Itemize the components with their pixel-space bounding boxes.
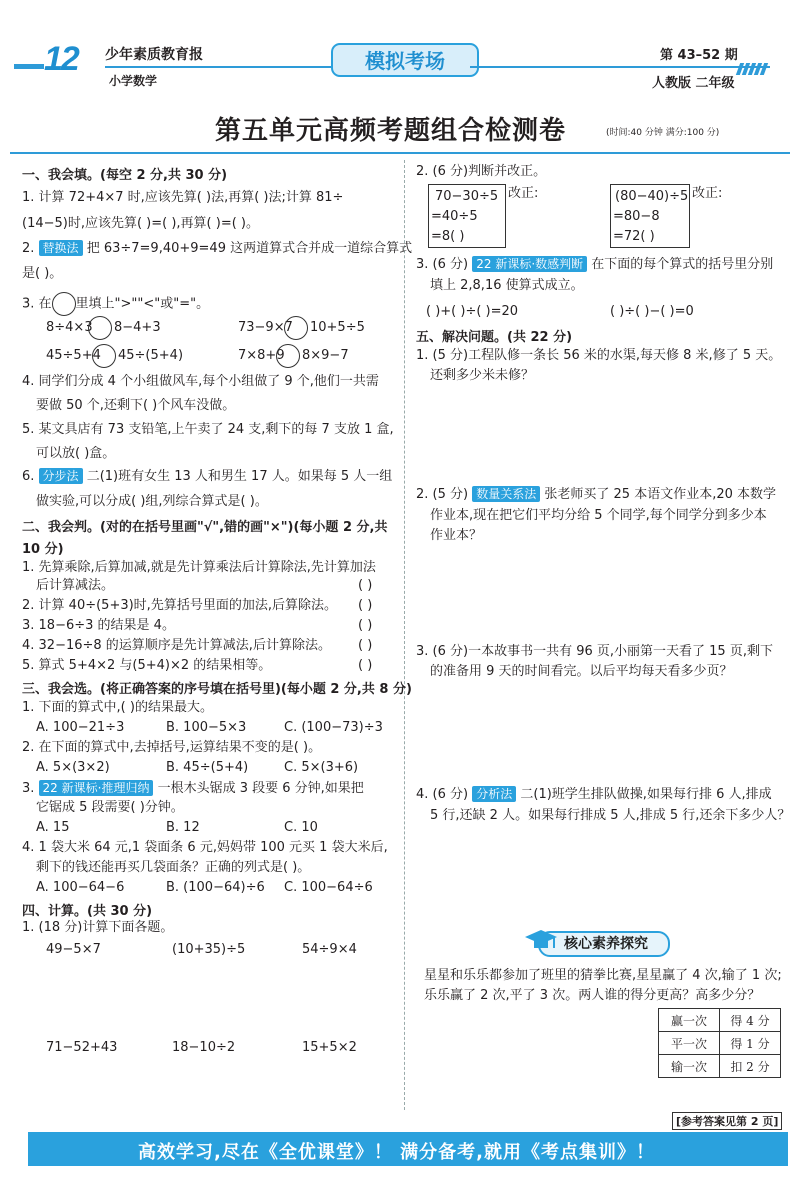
- compare-circle-icon[interactable]: [276, 344, 300, 368]
- r3-equation-1: ( )+( )÷( )=20: [426, 304, 519, 319]
- graduation-cap-icon: [524, 926, 558, 956]
- choice-3-text: 一根木头锯成 3 段要 6 分钟,如果把: [157, 781, 364, 796]
- problem-4-line1: [416, 786, 772, 803]
- problem-2-text: 张老师买了 25 本语文作业本,20 本数学: [544, 487, 777, 502]
- q3-expr: 73−9×7: [238, 320, 293, 335]
- r3-line1: [416, 256, 773, 273]
- q3-expr: 7×8+9: [238, 348, 285, 363]
- q5-line1: 5. 某文具店有 73 支铅笔,上午卖了 24 支,剩下的每 7 支放 1 盒,: [22, 422, 394, 437]
- q3-text-a: 3. 在: [22, 296, 52, 312]
- compare-circle-icon[interactable]: [284, 316, 308, 340]
- choice-option: C. 10: [284, 820, 318, 835]
- q3-expr: 10+5÷5: [310, 320, 365, 335]
- choice-2: 2. 在下面的算式中,去掉括号,运算结果不变的是( )。: [22, 740, 322, 755]
- score-table: [658, 1008, 781, 1078]
- table-row: [659, 1032, 781, 1055]
- compare-circle-icon: [52, 292, 76, 316]
- calc-expr: 49−5×7: [46, 942, 101, 957]
- choice-3-line1: [22, 780, 364, 797]
- problem-3-line2: 的准备用 9 天的时间看完。以后平均每天看多少页？: [430, 664, 733, 679]
- q3-stem: [22, 292, 209, 316]
- table-cell: 输一次: [659, 1055, 720, 1078]
- choice-option: B. 45÷(5+4): [166, 760, 249, 775]
- box-line: (80−40)÷5: [615, 189, 689, 204]
- judge-answer-paren[interactable]: ( ): [358, 618, 373, 633]
- badge-label: 核心素养探究: [564, 936, 648, 952]
- q3-expr: 45÷(5+4): [118, 348, 184, 363]
- q3-expr: 8−4+3: [114, 320, 161, 335]
- q1-line2: (14−5)时,应该先算( )=( ),再算( )=( )。: [22, 216, 260, 231]
- q3-text-b: 里填上">""<"或"="。: [75, 296, 210, 312]
- explore-line1: 星星和乐乐都参加了班里的猜拳比赛,星星赢了 4 次,输了 1 次;: [424, 968, 782, 983]
- correction-box-2: [610, 184, 690, 248]
- problem-1-line2: 还剩多少米未修？: [430, 368, 535, 383]
- q2-method-tag: 替换法: [39, 240, 83, 256]
- problem-2-number: 2. (5 分): [416, 487, 469, 502]
- page-title: 第五单元高频考题组合检测卷: [215, 116, 567, 146]
- problem-2-line1: [416, 486, 776, 503]
- title-rule: [10, 152, 790, 154]
- choice-3-tag: 22 新课标·推理归纳: [39, 780, 154, 796]
- choice-4-line2: 剩下的钱还能再买几袋面条？正确的列式是( )。: [36, 860, 311, 875]
- q4-line2: 要做 50 个,还剩下( )个风车没做。: [36, 398, 236, 413]
- table-cell: 赢一次: [659, 1009, 720, 1032]
- q5-line2: 可以放( )盒。: [36, 446, 116, 461]
- r3-equation-2: ( )÷( )−( )=0: [610, 304, 694, 319]
- subject: 小学数学: [109, 74, 158, 88]
- section-5-heading: 五、解决问题。(共 22 分): [416, 330, 573, 345]
- r3-line2: 填上 2,8,16 使算式成立。: [430, 278, 584, 293]
- choice-option: B. (100−64)÷6: [166, 880, 265, 895]
- r2-heading: 2. (6 分)判断并改正。: [416, 164, 547, 179]
- box-line: =8( ): [431, 229, 465, 244]
- choice-option: C. (100−73)÷3: [284, 720, 383, 735]
- fix-label: 改正:: [508, 186, 539, 201]
- r3-text: 在下面的每个算式的括号里分别: [591, 257, 774, 272]
- section-2-heading: 二、我会判。(对的在括号里画"√",错的画"×")(每小题 2 分,共: [22, 520, 388, 535]
- q3-expr: 45÷5+4: [46, 348, 101, 363]
- judge-answer-paren[interactable]: ( ): [358, 638, 373, 653]
- problem-4-text: 二(1)班学生排队做操,如果每行排 6 人,排成: [520, 787, 772, 802]
- exam-meta: (时间:40 分钟 满分:100 分): [606, 128, 720, 138]
- page-number: 12: [44, 40, 78, 78]
- problem-4-line2: 5 行,还缺 2 人。如果每行排成 5 人,排成 5 行,还余下多少人？: [430, 808, 791, 823]
- column-divider: [404, 160, 405, 1110]
- q3-expr: 8×9−7: [302, 348, 349, 363]
- box-line: =80−8: [613, 209, 660, 224]
- problem-3-line1: 3. (6 分)一本故事书一共有 96 页,小丽第一天看了 15 页,剩下: [416, 644, 773, 659]
- table-cell: 得 4 分: [720, 1009, 781, 1032]
- q6-number: 6.: [22, 469, 35, 484]
- judge-2: 2. 计算 40÷(5+3)时,先算括号里面的加法,后算除法。: [22, 598, 337, 613]
- judge-1-line1: 1. 先算乘除,后算加减,就是先计算乘法后计算除法,先计算加法: [22, 560, 376, 575]
- problem-1-line1: 1. (5 分)工程队修一条长 56 米的水渠,每天修 8 米,修了 5 天。: [416, 348, 782, 363]
- judge-answer-paren[interactable]: ( ): [358, 598, 373, 613]
- footer-banner: [28, 1132, 788, 1166]
- choice-option: A. 100−21÷3: [36, 720, 125, 735]
- fix-label: 改正:: [692, 186, 723, 201]
- choice-option: A. 15: [36, 820, 70, 835]
- problem-2-line3: 作业本？: [430, 528, 483, 543]
- choice-option: B. 12: [166, 820, 200, 835]
- box-line: =72( ): [613, 229, 655, 244]
- r3-number: 3. (6 分): [416, 257, 469, 272]
- correction-box-1: [428, 184, 506, 248]
- banner: [330, 40, 480, 80]
- calc-expr: 54÷9×4: [302, 942, 357, 957]
- box-line: =40÷5: [431, 209, 478, 224]
- judge-answer-paren[interactable]: ( ): [358, 658, 373, 673]
- q2-line2: 是( )。: [22, 266, 63, 281]
- table-cell: 扣 2 分: [720, 1055, 781, 1078]
- compare-circle-icon[interactable]: [88, 316, 112, 340]
- choice-option: A. 5×(3×2): [36, 760, 110, 775]
- banner-text: 模拟考场: [365, 49, 445, 73]
- judge-5: 5. 算式 5+4×2 与(5+4)×2 的结果相等。: [22, 658, 272, 673]
- judge-1-line2: 后计算减法。: [36, 578, 115, 593]
- choice-option: B. 100−5×3: [166, 720, 247, 735]
- answer-reference-text: 参考答案见第 2 页: [681, 1115, 774, 1128]
- compare-circle-icon[interactable]: [92, 344, 116, 368]
- footer-slogan: 高效学习,尽在《全优课堂》！ 满分备考,就用《考点集训》！: [138, 1142, 655, 1163]
- choice-option: C. 5×(3+6): [284, 760, 359, 775]
- core-literacy-badge: [520, 926, 670, 956]
- problem-4-tag: 分析法: [472, 786, 516, 802]
- explore-line2: 乐乐赢了 2 次,平了 3 次。两人谁的得分更高？高多少分？: [424, 988, 761, 1003]
- judge-answer-paren[interactable]: ( ): [358, 578, 373, 593]
- q3-expr: 8÷4×3: [46, 320, 93, 335]
- table-row: [659, 1055, 781, 1078]
- header-rule: [105, 66, 335, 68]
- q2-text: 把 63÷7=9,40+9=49 这两道算式合并成一道综合算式: [86, 241, 413, 256]
- q2-line1: 2. 替换法 把 63÷7=9,40+9=49 这两道算式合并成一道综合算式: [22, 241, 413, 256]
- section-3-heading: 三、我会选。(将正确答案的序号填在括号里)(每小题 2 分,共 8 分): [22, 682, 412, 697]
- q6-line2: 做实验,可以分成( )组,列综合算式是( )。: [36, 494, 268, 509]
- judge-4: 4. 32−16÷8 的运算顺序是先计算减法,后计算除法。: [22, 638, 331, 653]
- choice-3-number: 3.: [22, 781, 35, 796]
- q6-text: 二(1)班有女生 13 人和男生 17 人。如果每 5 人一组: [86, 469, 393, 484]
- calc-expr: 71−52+43: [46, 1040, 118, 1055]
- section-2-heading-cont: 10 分): [22, 542, 64, 557]
- paper-name: 少年素质教育报: [105, 47, 203, 63]
- table-cell: 得 1 分: [720, 1032, 781, 1055]
- q1-line1: 1. 计算 72+4×7 时,应该先算( )法,再算( )法;计算 81÷: [22, 190, 344, 205]
- judge-3: 3. 18−6÷3 的结果是 4。: [22, 618, 175, 633]
- choice-1: 1. 下面的算式中,( )的结果最大。: [22, 700, 213, 715]
- edition: 人教版 二年级: [652, 76, 735, 91]
- calc-expr: 18−10÷2: [172, 1040, 236, 1055]
- problem-4-number: 4. (6 分): [416, 787, 469, 802]
- answer-reference: [参考答案见第 2 页]: [672, 1112, 782, 1130]
- header-rule-right: [470, 66, 770, 68]
- header-accent-bar: [14, 64, 44, 69]
- decor-stripes: [738, 60, 768, 79]
- table-row: [659, 1009, 781, 1032]
- calc-expr: (10+35)÷5: [172, 942, 246, 957]
- section-1-heading: 一、我会填。(每空 2 分,共 30 分): [22, 168, 228, 183]
- choice-option: A. 100−64−6: [36, 880, 125, 895]
- choice-option: C. 100−64÷6: [284, 880, 373, 895]
- box-line: 70−30÷5: [435, 189, 499, 204]
- q6-method-tag: 分步法: [39, 468, 83, 484]
- table-cell: 平一次: [659, 1032, 720, 1055]
- calc-1: 1. (18 分)计算下面各题。: [22, 920, 174, 935]
- calc-expr: 15+5×2: [302, 1040, 357, 1055]
- section-4-heading: 四、计算。(共 30 分): [22, 904, 153, 919]
- choice-4-line1: 4. 1 袋大米 64 元,1 袋面条 6 元,妈妈带 100 元买 1 袋大米后,: [22, 840, 388, 855]
- issue-number: 第 43–52 期: [660, 48, 738, 63]
- q4-line1: 4. 同学们分成 4 个小组做风车,每个小组做了 9 个,他们一共需: [22, 374, 379, 389]
- problem-2-line2: 作业本,现在把它们平均分给 5 个同学,每个同学分到多少本: [430, 508, 767, 523]
- problem-2-tag: 数量关系法: [472, 486, 540, 502]
- q6-line1: [22, 468, 392, 485]
- r3-tag: 22 新课标·数感判断: [472, 256, 587, 272]
- choice-3-line2: 它锯成 5 段需要( )分钟。: [36, 800, 184, 815]
